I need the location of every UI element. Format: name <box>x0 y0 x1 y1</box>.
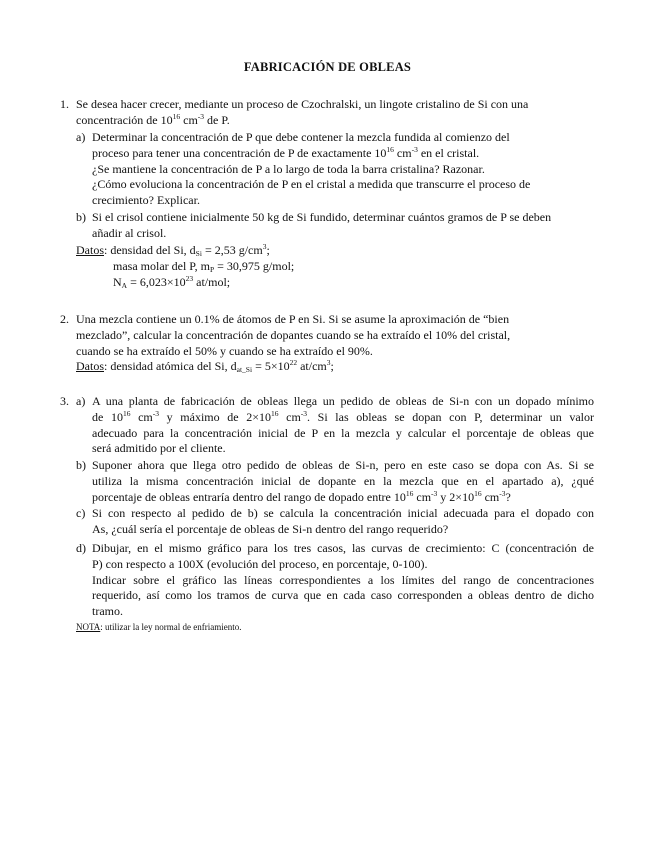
problem-1a-line-1: Determinar la concentración de P que debe contener la mezcla fundida al comienzo del <box>92 130 510 144</box>
problem-3a-line-1: A una planta de fabricación de obleas llega un pedido de obleas de Si-n con un dopado mínimo <box>92 394 594 408</box>
problem-1a-line-3: ¿Se mantiene la concentración de P a lo largo de toda la barra cristalina? Razonar. <box>92 161 485 176</box>
problem-3-number: 3. <box>60 394 69 408</box>
problem-3c-text <box>92 506 594 538</box>
problem-3d-label: d) <box>76 541 86 555</box>
problem-3d-line-5: tramo. <box>92 604 123 619</box>
problem-1a-line-2: proceso para tener una concentración de P de exactamente $10^{16}$ $cm^{-3}$ en el cristal. <box>92 144 480 160</box>
problem-1a-line-4: ¿Cómo evoluciona la concentración de P en el cristal a medida que transcurre el proceso de <box>92 177 531 192</box>
nota <box>76 622 241 633</box>
problem-3b-line-1: Suponer ahora que llega otro pedido de obleas de Si-n, pero en este caso se dopa con As. Si se <box>92 458 594 472</box>
problem-2-line-2: mezclado”, calcular la concentración de dopantes cuando se ha extraído el 10% del cristal, <box>76 327 511 342</box>
problem-3a-line-4: será admitido por el cliente. <box>92 441 226 456</box>
problem-3d-text <box>92 541 594 620</box>
problem-3c-label: c) <box>76 506 86 520</box>
problem-1b-text <box>92 210 602 242</box>
problem-2-number: 2. <box>60 312 69 326</box>
problem-2-line-3: cuando se ha extraído el 50% y cuando se ha extraído el 90%. <box>76 343 373 358</box>
problem-3b-label: b) <box>76 458 86 472</box>
problem-2-text <box>76 312 576 375</box>
problem-3d-line-4: requerido, así como los tramos de curva que en cada caso corresponden a obleas dentro de dicho <box>92 588 594 603</box>
problem-3a-text <box>92 394 594 457</box>
problem-1-intro <box>76 97 596 129</box>
problem-3d-line-1: Dibujar, en el mismo gráfico para los tres casos, las curvas de crecimiento: C (concentración de <box>92 541 594 555</box>
problem-2-datos: Datos: densidad atómica del Si, $d_{at\_Si} = 5\times 10^{22}$ $at/cm^3$; <box>76 358 334 375</box>
problem-1a-line-5: crecimiento? Explicar. <box>92 193 200 208</box>
problem-3b-text <box>92 458 594 505</box>
problem-3d-line-2: P) con respecto a 100X (evolución del proceso, en porcentaje, 0-100). <box>92 556 428 571</box>
problem-1b-line-2: añadir al crisol. <box>92 225 167 240</box>
problem-3d-line-3: Indicar sobre el gráfico las líneas correspondientes a los límites del rango de concentraciones <box>92 572 594 587</box>
problem-1-datos-line-3: $N_A = 6,023\times 10^{23}$ at/mol; <box>113 273 231 290</box>
problem-1-datos-line-2: masa molar del P, $m_P = 30,975$ g/mol; <box>113 258 295 274</box>
problem-1b-label: b) <box>76 210 86 224</box>
nota-text: : utilizar la ley normal de enfriamiento. <box>100 622 242 632</box>
problem-3a-label: a) <box>76 394 86 408</box>
problem-3c-line-1: Si con respecto al pedido de b) se calcula la concentración inicial adecuada para el dopado con <box>92 506 594 520</box>
problem-1-datos-line-1: Datos: densidad del Si, $d_{Si} = 2,53$ $g/cm^3$; <box>76 242 270 258</box>
problem-1-number: 1. <box>60 97 69 111</box>
problem-1a-text <box>92 130 592 209</box>
problem-1-intro-line-2: concentración de $10^{16}$ $cm^{-3}$ de P. <box>76 111 230 127</box>
problem-1a-label: a) <box>76 130 86 144</box>
problem-1b-line-1: Si el crisol contiene inicialmente 50 kg de Si fundido, determinar cuántos gramos de P se deben <box>92 210 552 224</box>
problem-3c-line-2: As, ¿cuál sería el porcentaje de obleas de Si-n dentro del rango requerido? <box>92 521 449 536</box>
datos-label: Datos <box>76 359 104 374</box>
problem-1-datos <box>76 243 476 290</box>
problem-2-line-1: Una mezcla contiene un 0.1% de átomos de P en Si. Si se asume la aproximación de “bien <box>76 312 510 326</box>
problem-3b-line-2: utiliza la misma concentración inicial de dopante en la mezcla que en el apartado a), ¿qué <box>92 473 594 488</box>
datos-label: Datos <box>76 243 104 257</box>
problem-3a-line-2: de $10^{16}$ $cm^{-3}$ y máximo de $2\times 10^{16}$ $cm^{-3}$. Si las obleas se dopan con P, determinar un valor <box>92 408 594 424</box>
nota-label: NOTA <box>76 622 101 632</box>
problem-1-intro-line-1: Se desea hacer crecer, mediante un proceso de Czochralski, un lingote cristalino de Si con una <box>76 97 529 111</box>
problem-3a-line-3: adecuado para la concentración inicial de P en la mezcla y calcular el porcentaje de obleas que <box>92 425 594 440</box>
problem-3b-line-3: porcentaje de obleas entraría dentro del rango de dopado entre $10^{16}$ $cm^{-3}$ y $2\times 10^{16}$ $cm^{-3}$? <box>92 488 511 504</box>
page-title: FABRICACIÓN DE OBLEAS <box>243 60 412 74</box>
